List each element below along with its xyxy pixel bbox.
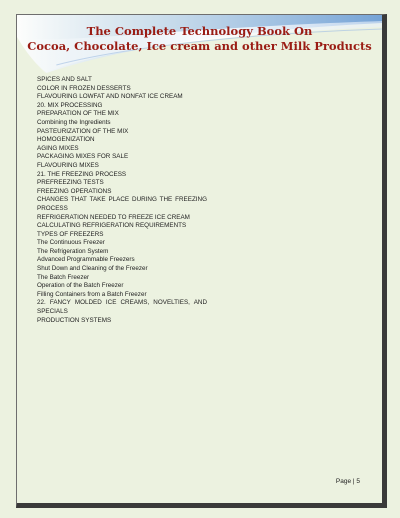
toc-item: The Refrigeration System xyxy=(37,247,109,255)
toc-item: REFRIGERATION NEEDED TO FREEZE ICE CREAM xyxy=(37,213,190,221)
toc-item: CALCULATING REFRIGERATION REQUIREMENTS xyxy=(37,222,187,230)
toc-item: PREPARATION OF THE MIX xyxy=(37,110,119,118)
toc-item: PRODUCTION SYSTEMS xyxy=(37,316,112,324)
title-line-1: The Complete Technology Book On xyxy=(86,24,313,38)
toc-item: Shut Down and Cleaning of the Freezer xyxy=(37,265,148,273)
page-frame xyxy=(16,14,387,508)
toc-item: Filling Containers from a Batch Freezer xyxy=(37,290,147,298)
toc-item: PREFREEZING TESTS xyxy=(37,179,104,187)
toc-item: The Batch Freezer xyxy=(37,273,90,281)
toc-item: 21. THE FREEZING PROCESS xyxy=(37,170,127,178)
toc-item: PASTEURIZATION OF THE MIX xyxy=(37,127,129,135)
toc-item: 20. MIX PROCESSING xyxy=(37,101,103,109)
toc-item: PACKAGING MIXES FOR SALE xyxy=(37,153,129,161)
toc-item: HOMOGENIZATION xyxy=(37,136,95,144)
table-of-contents xyxy=(37,76,207,325)
toc-item: SPICES AND SALT xyxy=(37,76,92,83)
toc-item: FLAVOURING LOWFAT AND NONFAT ICE CREAM xyxy=(37,93,183,101)
title-line-2: Cocoa, Chocolate, Ice cream and other Milk Products xyxy=(27,39,372,53)
toc-item: The Continuous Freezer xyxy=(37,239,105,247)
page-title xyxy=(17,24,382,54)
toc-item: FLAVOURING MIXES xyxy=(37,161,99,169)
toc-item: 22. FANCY MOLDED ICE CREAMS, NOVELTIES, AND SPECIALS xyxy=(37,299,207,316)
toc-item: TYPES OF FREEZERS xyxy=(37,230,104,238)
toc-item: Operation of the Batch Freezer xyxy=(37,282,124,290)
page-number: Page | 5 xyxy=(335,478,360,485)
toc-item: AGING MIXES xyxy=(37,144,79,152)
toc-item: Advanced Programmable Freezers xyxy=(37,256,135,264)
toc-item: CHANGES THAT TAKE PLACE DURING THE FREEZING PROCESS xyxy=(37,196,207,212)
toc-item: Combining the Ingredients xyxy=(37,118,111,126)
toc-item: FREEZING OPERATIONS xyxy=(37,187,112,195)
toc-item: COLOR IN FROZEN DESSERTS xyxy=(37,84,131,92)
